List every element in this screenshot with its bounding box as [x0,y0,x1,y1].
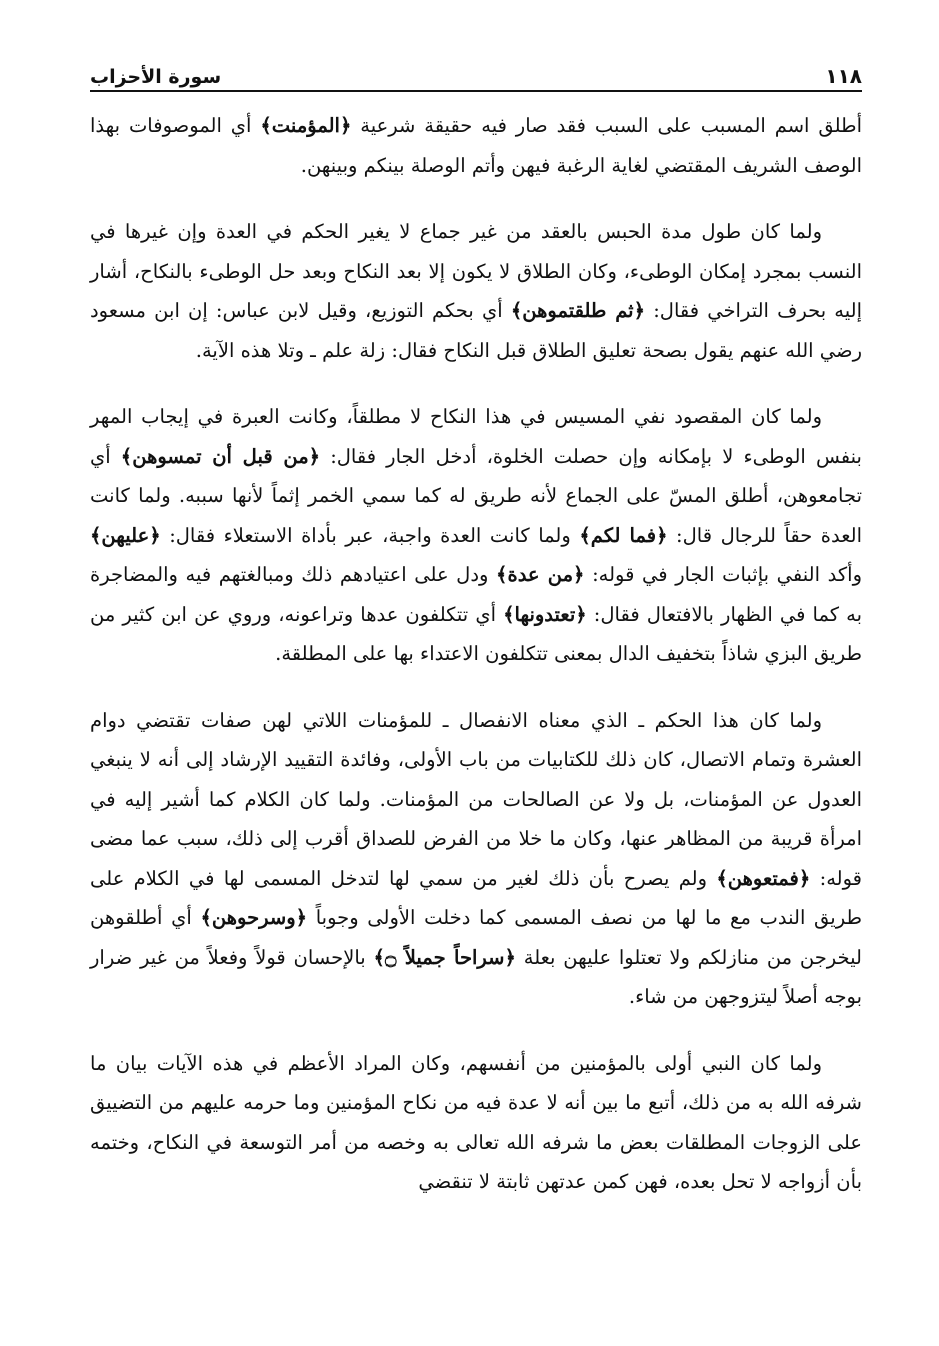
paragraph [90,1044,862,1202]
text-segment: أطلق اسم المسبب على السبب فقد صار فيه حقيقة شرعية [351,114,862,137]
text-segment: ولما كان هذا الحكم ـ الذي معناه الانفصال ـ للمؤمنات اللاتي لهن صفات تقتضي دوام العشرة وتمام الاتصال، كان ذلك للكتابيات من باب الأولى، وفائدة التقييد الإرشاد إلى أنه لا ينبغي العدول عن المؤمنات، بل ولا عن الصالحات من المؤمنات. ولما كان الكلام كما أشير إليه في امرأة قريبة من المظاهر عنها، وكان ما خلا من الفرض للصداق أقرب إلى ذلك، سبب عما مضى قوله: [90,708,862,890]
quran-quote: ﴿سراحاً جميلاً ۝﴾ [373,945,516,969]
quran-quote: ﴿من عدة﴾ [496,563,585,586]
paragraph [90,212,862,370]
text-segment: أي تجامعوهن، أطلق المسّ على الجماع لأنه طريق له كما سمي الخمر إثماً لأنها سببه. ولما كانت العدة حقاً للرجال قال: [90,444,863,547]
paragraph [90,701,862,1017]
text-segment: أي أطلقوهن ليخرجن من منازلكم ولا تعتلوا عليهن بعلة [90,906,862,969]
page [90,52,862,1202]
text-segment: وأكد النفي بإثبات الجار في قوله: [584,563,862,586]
page-body [90,106,862,1202]
quran-quote: ﴿وسرحوهن﴾ [200,906,308,929]
text-segment: أي تتكلفون عدها وتراعونه، وروي عن ابن كثير من طريق البزي شاذاً بتخفيف الدال بمعنى تتكلفون الاعتداء بها على المطلقة. [90,602,862,665]
page-header [90,52,862,92]
quran-quote: ﴿تعتدونها﴾ [503,602,587,626]
surah-title: سورة الأحزاب [90,66,222,88]
text-segment: ولما كانت العدة واجبة، عبر بأداة الاستعلاء فقال: [160,523,580,547]
text-segment: أي الموصوفات بهذا الوصف الشريف المقتضي لغاية الرغبة فيهن وأتم الوصلة بينكم وبينهن. [90,114,862,177]
quran-quote: ﴿المؤمنت﴾ [260,114,352,137]
quran-quote: ﴿عليهن﴾ [90,523,161,547]
text-segment: بالإحسان قولاً وفعلاً من غير ضرار بوجه أصلاً ليتزوجهن من شاء. [90,945,862,1008]
text-segment: ولم يصرح بأن ذلك لغير من سمي لها لتدخل المسمى لها في الكلام على طريق الندب مع ما لها من نصف المسمى كما دخلت الأولى وجوباً [90,866,862,929]
quran-quote: ﴿من قبل أن تمسوهن﴾ [120,444,321,468]
text-segment: ولما كان المقصود نفي المسيس في هذا النكاح لا مطلقاً، وكانت العبرة في إيجاب المهر بنفس الوطىء لا بإمكانه وإن حصلت الخلوة، أدخل الجار فقال: [90,405,862,468]
text-segment: ولما كان طول مدة الحبس بالعقد من غير جماع لا يغير الحكم في العدة وإن غيرها في النسب بمجرد إمكان الوطىء، وكان الطلاق لا يكون إلا بعد النكاح وبعد حل الوطىء بالنكاح، أشار إليه بحرف التراخي فقال: [90,220,862,322]
quran-quote: ﴿فما لكم﴾ [579,523,668,547]
text-segment: ولما كان النبي أولى بالمؤمنين من أنفسهم، وكان المراد الأعظم في هذه الآيات بيان ما شرفه الله به من ذلك، أتبع ما بين أنه لا عدة فيه من نكاح المؤمنين وما حرمه عليهم من التضييق على الزوجات المطلقات بعض ما شرفه الله تعالى به وخصه من أمر التوسعة في النكاح، وختمه بأن أزواجه لا تحل بعده، فهن كمن عدتهن ثابتة لا تنقضي [90,1051,862,1193]
quran-quote: ﴿ثم طلقتموهن﴾ [510,299,646,322]
paragraph [90,397,862,674]
paragraph [90,106,862,185]
text-segment: أي بحكم التوزيع، وقيل لابن عباس: إن ابن مسعود رضي الله عنهم يقول بصحة تعليق الطلاق قبل النكاح فقال: زلة علم ـ وتلا هذه الآية. [90,299,862,362]
text-segment: ودل على اعتيادهم ذلك ومبالغتهم فيه والمضاجرة به كما في الظهار بالافتعال فقال: [90,563,862,626]
quran-quote: ﴿فمتعوهن﴾ [716,866,811,890]
page-number: ١١٨ [825,64,862,88]
